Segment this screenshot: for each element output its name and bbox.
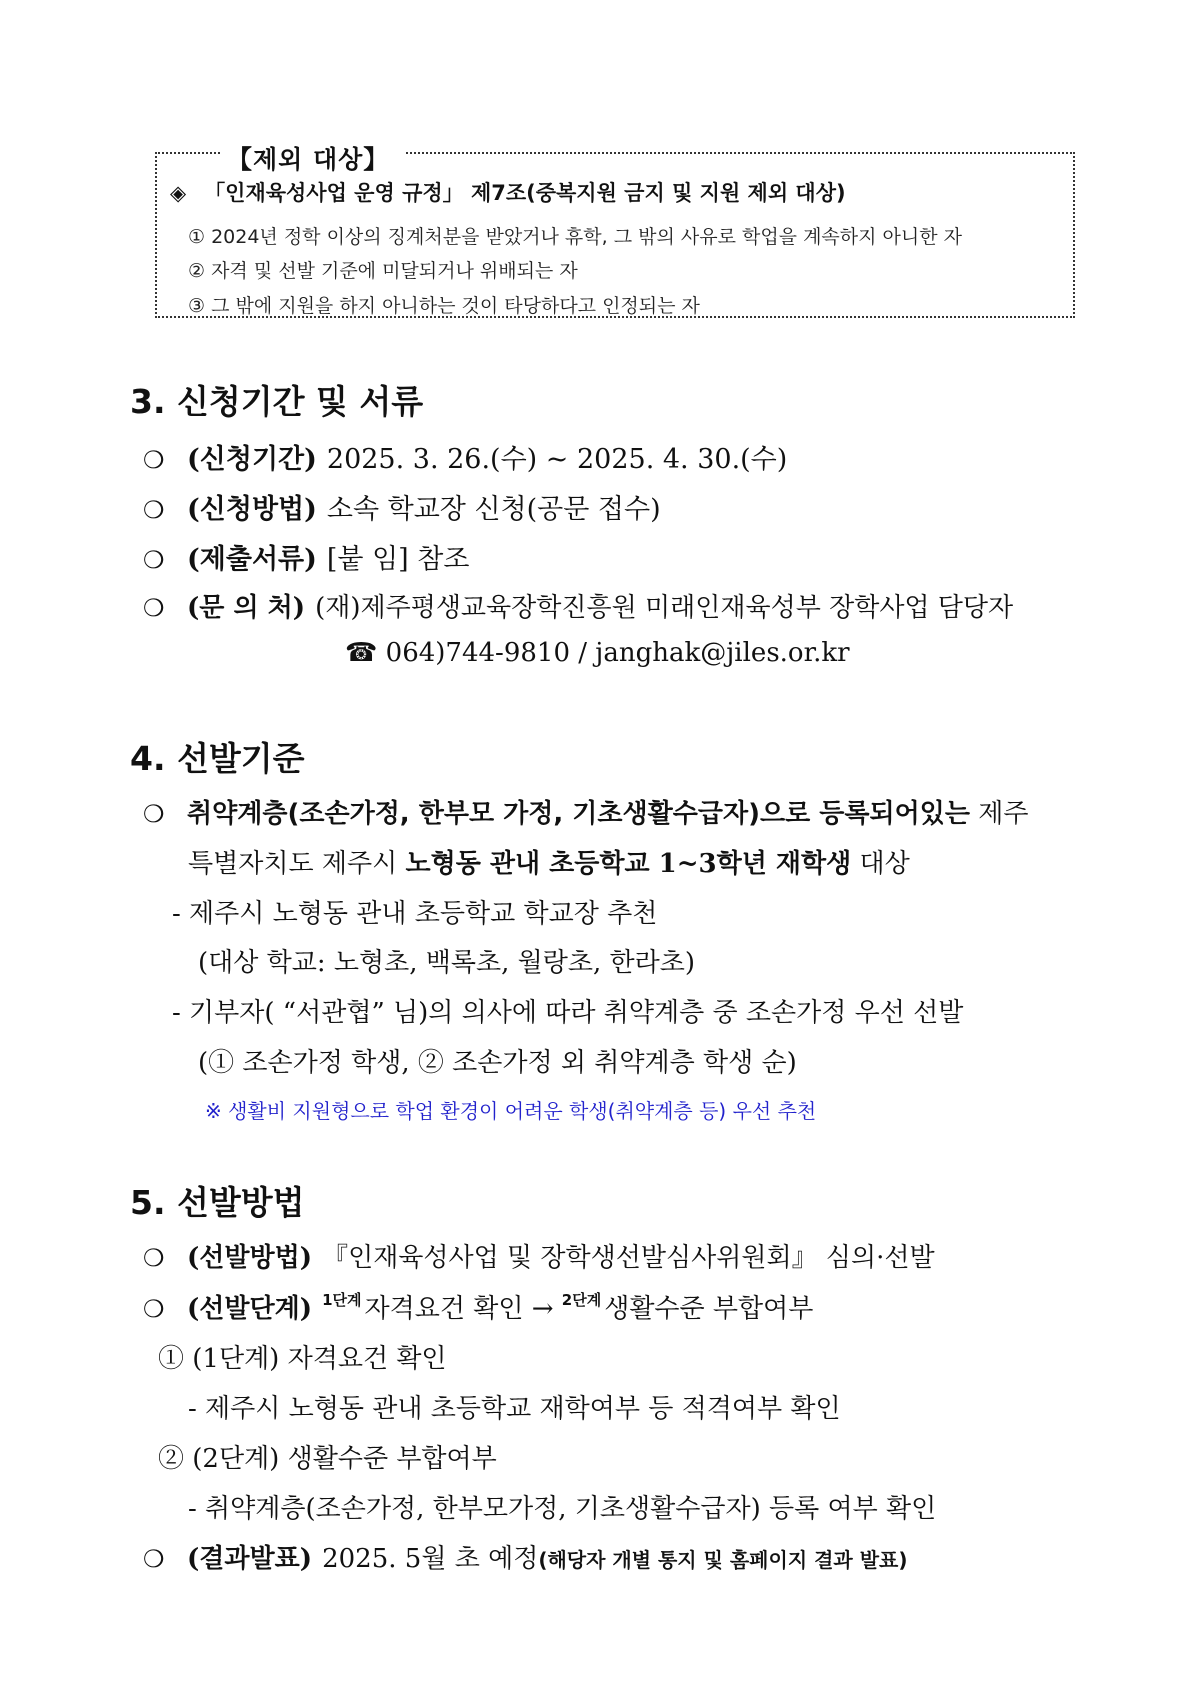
contact-tag: (문 의 처) <box>187 593 306 623</box>
contact-org-text: (재)제주평생교육장학진흥원 미래인재육성부 장학사업 담당자 <box>315 593 1014 623</box>
stage-2-text: 생활수준 부합여부 <box>604 1294 814 1324</box>
selection-stage-row <box>143 1288 813 1325</box>
exclusion-item-2: ② 자격 및 선발 기준에 미달되거나 위배되는 자 <box>188 260 578 282</box>
criteria-sub-1-detail: (대상 학교: 노형초, 백록초, 월랑초, 한라초) <box>198 948 696 978</box>
selection-method-tag: (선발방법) <box>187 1243 313 1273</box>
stage-1-superscript: 1단계 <box>322 1291 362 1309</box>
result-tag: (결과발표) <box>187 1544 313 1574</box>
documents-text: [붙 임] 참조 <box>326 544 470 575</box>
apply-method-tag: (신청방법) <box>187 494 317 525</box>
criteria-sub-1: - 제주시 노형동 관내 초등학교 학교장 추천 <box>172 899 658 929</box>
documents-row <box>143 537 469 576</box>
stage-1-text: 자격요건 확인 → <box>364 1294 562 1324</box>
circle-bullet-icon: ❍ <box>143 446 165 474</box>
criteria-pre-2: 특별자치도 제주시 <box>188 849 406 879</box>
criteria-line-2 <box>188 843 910 880</box>
apply-period-text: 2025. 3. 26.(수) ~ 2025. 4. 30.(수) <box>326 444 788 475</box>
stage-2-superscript: 2단계 <box>561 1291 602 1309</box>
circle-bullet-icon: ❍ <box>143 1244 165 1272</box>
circle-bullet-icon: ❍ <box>143 800 165 828</box>
contact-row <box>143 587 1013 624</box>
regulation-line <box>170 177 846 207</box>
step-1: ① (1단계) 자격요건 확인 <box>158 1344 447 1374</box>
section-5-heading: 5. 선발방법 <box>130 1183 305 1222</box>
apply-method-text: 소속 학교장 신청(공문 접수) <box>326 494 661 525</box>
criteria-bold-2: 노형동 관내 초등학교 1~3학년 재학생 <box>405 849 852 879</box>
selection-method-text: 『인재육성사업 및 장학생선발심사위원회』 심의·선발 <box>322 1243 935 1273</box>
apply-period-row <box>143 437 787 476</box>
exclusion-title: 【제외 대상】 <box>221 140 405 176</box>
selection-stage-tag: (선발단계) <box>187 1294 313 1324</box>
step-2-detail: - 취약계층(조손가정, 한부모가정, 기초생활수급자) 등록 여부 확인 <box>188 1494 937 1524</box>
section-4-heading: 4. 선발기준 <box>130 739 305 778</box>
criteria-bold-1: 취약계층(조손가정, 한부모 가정, 기초생활수급자)으로 등록되어있는 <box>187 799 970 829</box>
circle-bullet-icon: ❍ <box>143 546 165 574</box>
result-note: (해당자 개별 통지 및 홈페이지 결과 발표) <box>538 1548 908 1572</box>
contact-info: ☎ 064)744-9810 / janghak@jiles.or.kr <box>345 638 850 668</box>
circle-bullet-icon: ❍ <box>143 1545 165 1573</box>
regulation-text: 「인재육성사업 운영 규정」 제7조(중복지원 금지 및 지원 제외 대상) <box>204 181 846 205</box>
criteria-note: ※ 생활비 지원형으로 학업 환경이 어려운 학생(취약계층 등) 우선 추천 <box>205 1099 817 1123</box>
apply-period-tag: (신청기간) <box>187 444 317 475</box>
criteria-rest-1: 제주 <box>969 799 1029 829</box>
exclusion-item-1: ① 2024년 정학 이상의 징계처분을 받았거나 휴학, 그 밖의 사유로 학업을 계속하지 아니한 자 <box>188 226 962 248</box>
selection-method-row <box>143 1237 935 1274</box>
documents-tag: (제출서류) <box>187 544 317 575</box>
step-1-detail: - 제주시 노형동 관내 초등학교 재학여부 등 적격여부 확인 <box>188 1394 841 1424</box>
circle-bullet-icon: ❍ <box>143 1295 165 1323</box>
circle-bullet-icon: ❍ <box>143 594 165 622</box>
criteria-sub-2: - 기부자( “서관협” 님)의 의사에 따라 취약계층 중 조손가정 우선 선발 <box>172 998 964 1028</box>
apply-method-row <box>143 487 661 526</box>
section-3-heading: 3. 신청기간 및 서류 <box>130 382 424 421</box>
criteria-sub-2-detail: (① 조손가정 학생, ② 조손가정 외 취약계층 학생 순) <box>198 1048 797 1078</box>
result-row <box>143 1538 908 1575</box>
criteria-line-1 <box>143 793 1028 830</box>
result-text: 2025. 5월 초 예정 <box>322 1544 539 1574</box>
step-2: ② (2단계) 생활수준 부합여부 <box>158 1444 497 1474</box>
diamond-icon: ◈ <box>170 181 187 205</box>
circle-bullet-icon: ❍ <box>143 496 165 524</box>
exclusion-item-3: ③ 그 밖에 지원을 하지 아니하는 것이 타당하다고 인정되는 자 <box>188 295 700 317</box>
criteria-post-2: 대상 <box>851 849 910 879</box>
